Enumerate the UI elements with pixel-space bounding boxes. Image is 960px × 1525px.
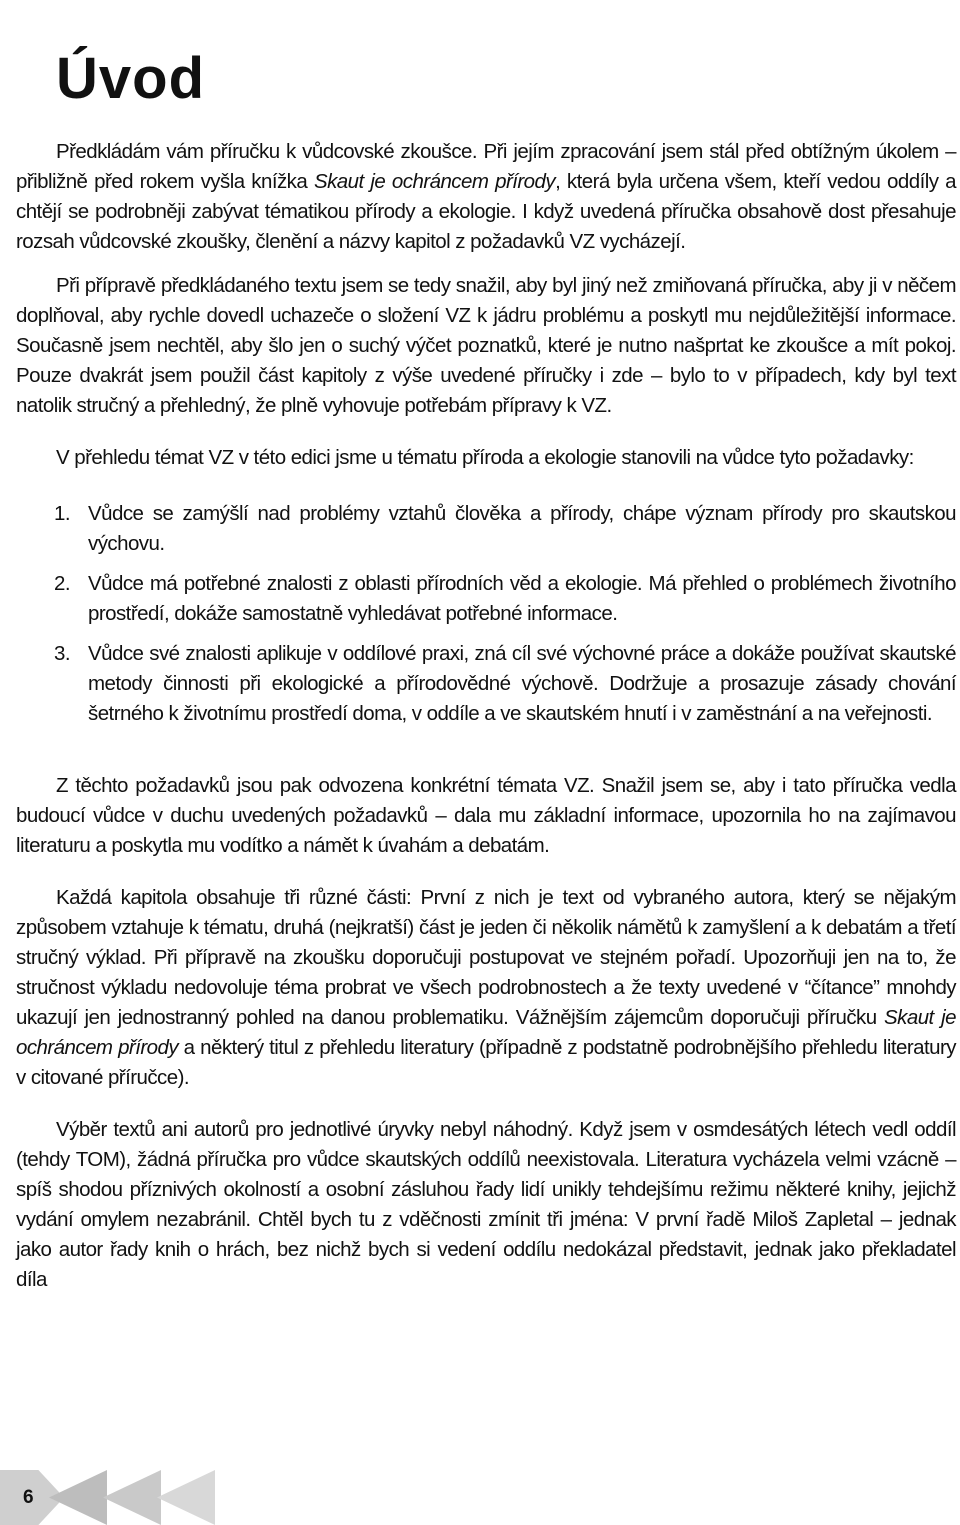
paragraph-requirements-intro: V přehledu témat VZ v této edici jsme u tématu příroda a ekologie stanovili na vůdce tyto požadavky:	[56, 446, 914, 469]
list-number: 3.	[54, 642, 70, 665]
paragraph-topics: Z těchto požadavků jsou pak odvozena konkrétní témata VZ. Snažil jsem se, aby i tato příručka vedla budoucí vůdce v duchu uvedených požadavků – dala mu základní informace, upozornila ho na zajímavou literaturu a poskytla mu vodítko a námět k úvahám a debatám.	[16, 774, 956, 857]
page-number: 6	[23, 1487, 34, 1508]
paragraph-intro	[16, 137, 956, 257]
arrow-left-icon	[103, 1470, 161, 1525]
page-footer	[0, 1470, 240, 1525]
list-number: 2.	[54, 572, 70, 595]
list-item	[16, 499, 956, 559]
paragraph-text: , která byla určena všem, kteří vedou oddíly a chtějí se podrobněji zabývat tématikou přírody a ekologie. I když uvedená příručka obsahově dost přesahuje rozsah vůdcovské zkoušky, členění a názvy kapitol z požadavků VZ vycházejí.	[16, 170, 957, 253]
paragraph-preparation: Při přípravě předkládaného textu jsem se tedy snažil, aby byl jiný než zmiňovaná příručka, aby ji v něčem doplňoval, aby rychle dovedl uchazeče o složení VZ k jádru problému a poskytl mu nejdůležitější informace. Současně jsem nechtěl, aby šlo jen o suchý výčet poznatků, které je nutno našprtat ke zkoušce a mít pokoj. Pouze dvakrát jsem použil část kapitoly z výše uvedené příručky i zde – bylo to v případech, kdy byl text natolik stručný a přehledný, že plně vyhovuje potřebám přípravy k VZ.	[16, 274, 956, 417]
paragraph-chapters	[16, 883, 956, 1093]
book-title: Skaut je ochráncem přírody	[313, 170, 556, 193]
list-item-text: Vůdce své znalosti aplikuje v oddílové praxi, zná cíl své výchovné práce a dokáže používat skautské metody činnosti při ekologické a přírodovědné výchově. Dodržuje a prosazuje zásady chování šetrného k životnímu prostředí doma, v oddíle a ve skautském hnutí i v zaměstnání a na veřejnosti.	[88, 642, 956, 725]
list-item-text: Vůdce má potřebné znalosti z oblasti přírodních věd a ekologie. Má přehled o problémech životního prostředí, dokáže samostatně vyhledávat potřebné informace.	[88, 572, 956, 625]
list-number: 1.	[54, 502, 70, 525]
page-title: Úvod	[56, 45, 205, 111]
paragraph-text: Každá kapitola obsahuje tři různé části: První z nich je text od vybraného autora, který se nějakým způsobem vztahuje k tématu, druhá (nejkratší) část je jeden či několik námětů k zamyšlení a k debatám a třetí stručný výklad. Při přípravě na zkoušku doporučuji postupovat ve stejném pořadí. Upozorňuji jen na to, že stručnost výkladu nedovoluje téma probrat ve všech podrobnostech a že texty uvedené v “čítance” mnohdy ukazují jen jednostranný pohled na danou problematiku. Vážnějším zájemcům doporučuji příručku	[16, 886, 956, 1029]
paragraph-selection: Výběr textů ani autorů pro jednotlivé úryvky nebyl náhodný. Když jsem v osmdesátých létech vedl oddíl (tehdy TOM), žádná příručka pro vůdce skautských oddílů neexistovala. Literatura vycházela velmi vzácně – spíš shodou příznivých okolností a osobní zásluhou řady lidí unikly tehdejšímu režimu některé knihy, jejichž vydání omylem nezabránil. Chtěl bych tu z vděčnosti zmínit tři jména: V první řadě Miloš Zapletal – jednak jako autor řady knih o hrách, bez nichž bych si vedení oddílu nedokázal představit, jednak jako překladatel díla	[16, 1118, 956, 1291]
arrow-left-icon	[157, 1470, 215, 1525]
paragraph-text: a některý titul z přehledu literatury (případně z podstatně podrobnějšího přehledu literatury v citované příručce).	[16, 1036, 956, 1089]
document-body	[16, 137, 956, 1295]
requirements-list	[16, 499, 956, 729]
book-title: Skaut je ochráncem přírody	[16, 1006, 956, 1059]
arrow-left-icon	[49, 1470, 107, 1525]
paragraph-text: Předkládám vám příručku k vůdcovské zkoušce. Při jejím zpracování jsem stál před obtížným úkolem – přibližně před rokem vyšla knížka	[16, 140, 956, 193]
list-item	[16, 569, 956, 629]
list-item-text: Vůdce se zamýšlí nad problémy vztahů člověka a přírody, chápe význam přírody pro skautskou výchovu.	[88, 502, 956, 555]
list-item	[16, 639, 956, 729]
